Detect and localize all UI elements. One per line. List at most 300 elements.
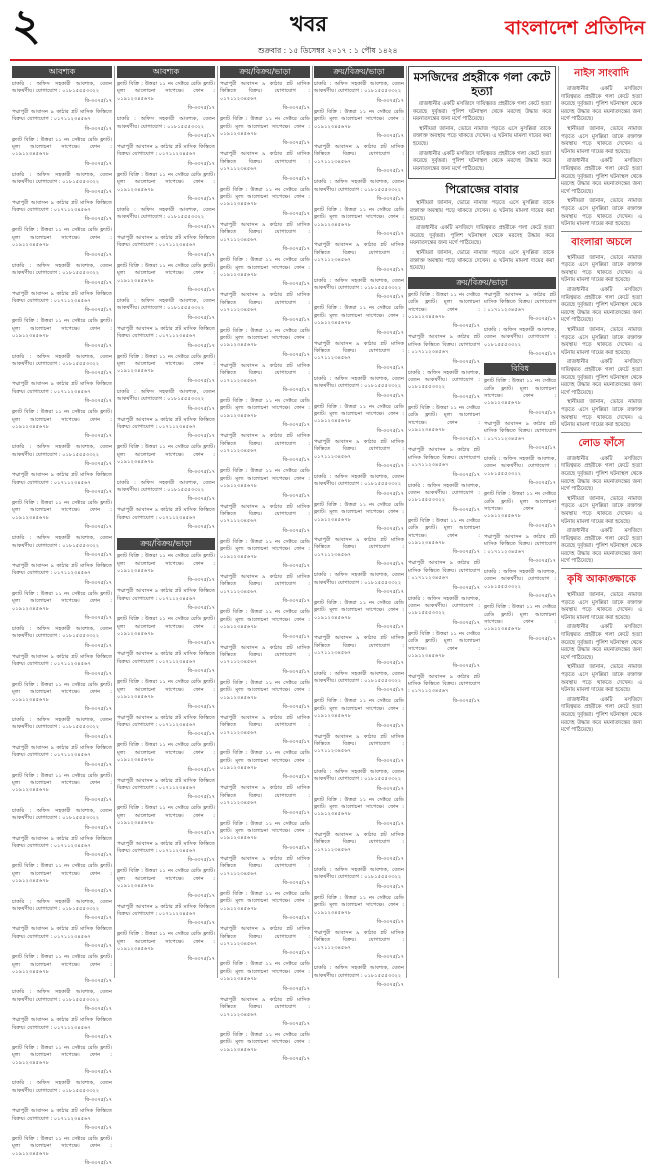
ad-ref: বি-৩৩৭৫/১৭	[282, 281, 310, 288]
ad-item: পদ্মাপুরী আবাসন ৯ কাঠার প্লট মাসিক কিস্তিতে বিক্রয়। যোগাযোগ : ০১৭১১২৩৪৫৬৭	[117, 325, 215, 340]
ad-item: পদ্মাপুরী আবাসন ৯ কাঠার প্লট মাসিক কিস্তিতে বিক্রয়। যোগাযোগ : ০১৭১১২৩৪৫৬৭	[220, 714, 310, 736]
ad-ref: বি-৩৩৭৫/১৭	[282, 1020, 310, 1027]
story-paragraph: রাজধানীর একটি মসজিদে দায়িত্বরত প্রহরীকে গলা কেটে হত্যা করেছে দুর্বৃত্তরা। পুলিশ ঘটনাস্থল থেকে মরদেহ উদ্ধার করে ময়নাতদন্তের জন্য মর্গে পাঠিয়েছে।	[413, 101, 551, 123]
ad-ref: বি-৩৩৭৫/১৭	[84, 342, 112, 349]
ad-ref: বি-৩৩৭৫/১৭	[376, 329, 404, 336]
story-paragraph: রাজধানীর একটি মসজিদে দায়িত্বরত প্রহরীকে গলা কেটে হত্যা করেছে দুর্বৃত্তরা। পুলিশ ঘটনাস্থল থেকে মরদেহ উদ্ধার করে ময়নাতদন্তের জন্য মর্গে পাঠিয়েছে।	[561, 86, 642, 123]
ad-item: ফ্ল্যাট বিক্রি : উত্তরা ১১ নং সেক্টরে রেডি ফ্ল্যাট। মূল্য আলোচনা সাপেক্ষে। ফোন : ০১৯১২৩৪৫৬৭৮	[12, 500, 112, 521]
ad-ref: বি-৩৩৭৫/১৭	[187, 955, 215, 962]
ad-item: চাকরি : অফিস সহকারী আবশ্যক, বেতন আকর্ষণীয়। যোগাযোগ : ০১৮১৫৫৫৩৩২২	[12, 81, 112, 95]
ad-ref: বি-৩৩৭৫/১৭	[84, 1034, 112, 1041]
ad-ref: বি-৩৩৭৫/১৭	[187, 829, 215, 836]
ad-item: ফ্ল্যাট বিক্রি : উত্তরা ১১ নং সেক্টরে রেডি ফ্ল্যাট। মূল্য আলোচনা সাপেক্ষে। ফোন : ০১৯১২৩৪৫৬৭৮	[12, 136, 112, 158]
ad-item: পদ্মাপুরী আবাসন ৯ কাঠার প্লট মাসিক কিস্তিতে বিক্রয়। যোগাযোগ : ০১৭১১২৩৪৫৬৭	[117, 416, 215, 430]
ad-ref: বি-৩৩৭৫/১৭	[282, 422, 310, 429]
ad-ref: বি-৩৩৭৫/১৭	[187, 766, 215, 773]
classifieds-column-3	[220, 66, 310, 1063]
ad-item: চাকরি : অফিস সহকারী আবশ্যক, বেতন আকর্ষণীয়। যোগাযোগ : ০১৮১৫৫৫৩৩২২	[484, 326, 556, 348]
story-headline: মসজিদের প্রহরীকে গলা কেটে হত্যা	[413, 70, 551, 98]
ad-ref: বি-৩৩৭৫/১৭	[452, 471, 480, 478]
ad-item: ফ্ল্যাট বিক্রি : উত্তরা ১১ নং সেক্টরে রেডি ফ্ল্যাট। মূল্য আলোচনা সাপেক্ষে। ফোন : ০১৯১২৩৪৫৬৭৮	[117, 553, 215, 575]
column-heading: বিবিধ	[484, 363, 556, 375]
ad-item: চাকরি : অফিস সহকারী আবশ্যক, বেতন আকর্ষণীয়। যোগাযোগ : ০১৮১৫৫৫৩৩২২	[314, 474, 404, 488]
ad-item: চাকরি : অফিস সহকারী আবশ্যক, বেতন আকর্ষণীয়। যোগাযোগ : ০১৮১৫৫৫৩৩২২	[314, 81, 404, 95]
ad-ref: বি-৩৩৭৫/১৭	[84, 524, 112, 531]
ad-ref: বি-৩৩৭৫/১৭	[376, 589, 404, 596]
ad-item: পদ্মাপুরী আবাসন ৯ কাঠার প্লট মাসিক কিস্তিতে বিক্রয়। যোগাযোগ : ০১৭১১২৩৪৫৬৭	[220, 855, 310, 877]
ad-ref: বি-৩৩৭৫/১৭	[376, 883, 404, 890]
ad-item: চাকরি : অফিস সহকারী আবশ্যক, বেতন আকর্ষণীয়। যোগাযোগ : ০১৮১৫৫৫৩৩২২	[12, 626, 112, 640]
ad-item: পদ্মাপুরী আবাসন ৯ কাঠার প্লট মাসিক কিস্তিতে বিক্রয়। যোগাযোগ : ০১৭১১২৩৪৫৬৭	[117, 588, 215, 602]
ad-item: ফ্ল্যাট বিক্রি : উত্তরা ১১ নং সেক্টরে রেডি ফ্ল্যাট। মূল্য আলোচনা সাপেক্ষে। ফোন : ০১৯১২৩৪৫৬৭৮	[314, 796, 404, 818]
ad-ref: বি-৩৩৭৫/১৭	[452, 662, 480, 669]
ad-item: ফ্ল্যাট বিক্রি : উত্তরা ১১ নং সেক্টরে রেডি ফ্ল্যাট। মূল্য আলোচনা সাপেক্ষে। ফোন : ০১৯১২৩৪৫৬৭৮	[117, 171, 215, 193]
story-paragraph: স্থানীয়রা জানান, ভোরে নামাজ পড়তে এসে মুসল্লিরা তাকে রক্তাক্ত অবস্থায় পড়ে থাকতে দেখেন। এ ঘটনায় মামলা দায়ের করা হয়েছে।	[561, 592, 642, 621]
ad-ref: বি-৩৩৭৫/১৭	[84, 1160, 112, 1167]
ad-ref: বি-৩৩৭৫/১৭	[282, 1056, 310, 1063]
ad-item: পদ্মাপুরী আবাসন ৯ কাঠার প্লট মাসিক কিস্তিতে বিক্রয়। যোগাযোগ : ০১৭১১২৩৪৫৬৭	[220, 362, 310, 384]
ad-ref: বি-৩৩৭৫/১৭	[528, 593, 556, 600]
column-heading: ক্রয়/বিক্রয়/ভাড়া	[408, 277, 556, 289]
ad-item: পদ্মাপুরী আবাসন ৯ কাঠার প্লট মাসিক কিস্তিতে বিক্রয়। যোগাযোগ : ০১৭১১২৩৪৫৬৭	[117, 507, 215, 521]
ad-ref: বি-৩৩৭৫/১৭	[282, 950, 310, 957]
ad-ref: বি-৩৩৭৫/১৭	[187, 251, 215, 258]
ad-item: পদ্মাপুরী আবাসন ৯ কাঠার প্লট মাসিক কিস্তিতে বিক্রয়। যোগাযোগ : ০১৭১১২৩৪৫৬৭	[12, 835, 112, 849]
ad-ref: বি-৩৩৭৫/১৭	[84, 615, 112, 622]
ad-item: ফ্ল্যাট বিক্রি : উত্তরা ১১ নং সেক্টরে রেডি ফ্ল্যাট। মূল্য আলোচনা সাপেক্ষে। ফোন : ০১৯১২৩৪৫৬৭৮	[314, 403, 404, 425]
ad-item: পদ্মাপুরী আবাসন ৯ কাঠার প্লট মাসিক কিস্তিতে বিক্রয়। যোগাযোগ : ০১৭১১২৩৪৫৬৭	[220, 644, 310, 666]
ad-item: পদ্মাপুরী আবাসন ৯ কাঠার প্লট মাসিক কিস্তিতে বিক্রয়। যোগাযোগ : ০১৭১১২৩৪৫৬৭	[314, 733, 404, 755]
ad-item: চাকরি : অফিস সহকারী আবশ্যক, বেতন আকর্ষণীয়। যোগাযোগ : ০১৮১৫৫৫৩৩২২	[12, 989, 112, 1003]
ad-ref: বি-৩৩৭৫/১৭	[282, 351, 310, 358]
ad-item: চাকরি : অফিস সহকারী আবশ্যক, বেতন আকর্ষণীয়। যোগাযোগ : ০১৮১৫৫৫৩৩২২	[12, 535, 112, 549]
ad-item: পদ্মাপুরী আবাসন ৯ কাঠার প্লট মাসিক কিস্তিতে বিক্রয়। যোগাযোগ : ০১৭১১২৩৪৫৬৭	[220, 221, 310, 243]
story-paragraph: রাজধানীর একটি মসজিদে দায়িত্বরত প্রহরীকে গলা কেটে হত্যা করেছে দুর্বৃত্তরা। পুলিশ ঘটনাস্থল থেকে মরদেহ উদ্ধার করে ময়নাতদন্তের জন্য মর্গে পাঠিয়েছে।	[561, 359, 642, 396]
ad-ref: বি-৩৩৭৫/১৭	[376, 722, 404, 729]
divider	[561, 432, 642, 433]
ad-ref: বি-৩৩৭৫/১৭	[376, 757, 404, 764]
ad-ref: বি-৩৩৭৫/১৭	[452, 697, 480, 704]
ad-item: পদ্মাপুরী আবাসন ৯ কাঠার প্লট মাসিক কিস্তিতে বিক্রয়। যোগাযোগ : ০১৭১১২৩৪৫৬৭	[12, 472, 112, 486]
ad-ref: বি-৩৩৭৫/১৭	[187, 342, 215, 349]
ad-item: ফ্ল্যাট বিক্রি : উত্তরা ১১ নং সেক্টরে রেডি ফ্ল্যাট। মূল্য আলোচনা সাপেক্ষে। ফোন : ০১৯১২৩৪৫৬৭৮	[117, 262, 215, 284]
ad-item: ফ্ল্যাট বিক্রি : উত্তরা ১১ নং সেক্টরে রেডি ফ্ল্যাট। মূল্য আলোচনা সাপেক্ষে। ফোন : ০১৯১২৩৪৫৬৭৮	[117, 444, 215, 466]
pirojpur-story	[408, 183, 556, 272]
ad-item: ফ্ল্যাট বিক্রি : উত্তরা ১১ নং সেক্টরে রেডি ফ্ল্যাট। মূল্য আলোচনা সাপেক্ষে। ফোন : ০১৯১২৩৪৫৬৭৮	[220, 961, 310, 983]
ad-ref: বি-৩৩৭৫/১৭	[187, 703, 215, 710]
ad-item: ফ্ল্যাট বিক্রি : উত্তরা ১১ নং সেক্টরে রেডি ফ্ল্যাট। মূল্য আলোচনা সাপেক্ষে। ফোন : ০১৯১২৩৪৫৬৭৮	[12, 681, 112, 703]
ad-item: ফ্ল্যাট বিক্রি : উত্তরা ১১ নং সেক্টরে রেডি ফ্ল্যাট। মূল্য আলোচনা সাপেক্ষে। ফোন : ০১৯১২৩৪৫৬৭৮	[12, 227, 112, 249]
ad-ref: বি-৩৩৭৫/১৭	[452, 549, 480, 556]
ad-item: ফ্ল্যাট বিক্রি : উত্তরা ১১ নং সেক্টরে রেডি ফ্ল্যাট। মূল্য আলোচনা সাপেক্ষে। ফোন : ০১৯১২৩৪৫৬৭৮	[314, 698, 404, 720]
ad-ref: বি-৩৩৭৫/১৭	[528, 444, 556, 451]
ad-item: পদ্মাপুরী আবাসন ৯ কাঠার প্লট মাসিক কিস্তিতে বিক্রয়। যোগাযোগ : ০১৭১১২৩৪৫৬৭	[117, 144, 215, 158]
ad-item: পদ্মাপুরী আবাসন ৯ কাঠার প্লট মাসিক কিস্তিতে বিক্রয়। যোগাযোগ : ০১৭১১২৩৪৫৬৭	[12, 290, 112, 304]
ad-item: পদ্মাপুরী আবাসন ৯ কাঠার প্লট মাসিক কিস্তিতে বিক্রয়। যোগাযোগ : ০১৭১১২৩৪৫৬৭	[117, 903, 215, 917]
ad-ref: বি-৩৩৭৫/১৭	[84, 216, 112, 223]
ad-item: চাকরি : অফিস সহকারী আবশ্যক, বেতন আকর্ষণীয়। যোগাযোগ : ০১৮১৫৫৫৩৩২২	[314, 179, 404, 193]
ad-ref: বি-৩৩৭৫/১৭	[376, 294, 404, 301]
ad-item: ফ্ল্যাট বিক্রি : উত্তরা ১১ নং সেক্টরে রেডি ফ্ল্যাট। মূল্য আলোচনা সাপেক্ষে। ফোন : ০১৯১২৩৪৫৬৭৮	[220, 468, 310, 490]
ad-ref: বি-৩৩৭৫/১৭	[84, 1006, 112, 1013]
masthead	[0, 0, 650, 62]
ad-item: পদ্মাপুরী আবাসন ৯ কাঠার প্লট মাসিক কিস্তিতে বিক্রয়। যোগাযোগ : ০১৭১১২৩৪৫৬৭	[408, 447, 480, 469]
ad-item: পদ্মাপুরী আবাসন ৯ কাঠার প্লট মাসিক কিস্তিতে বিক্রয়। যোগাযোগ : ০১৭১১২৩৪৫৬৭	[408, 560, 480, 582]
ad-ref: বি-৩৩৭৫/১৭	[282, 880, 310, 887]
ad-item: পদ্মাপুরী আবাসন ৯ কাঠার প্লট মাসিক কিস্তিতে বিক্রয়। যোগাযোগ : ০১৭১১২৩৪৫৬৭	[220, 996, 310, 1018]
ad-ref: বি-৩৩৭৫/১৭	[376, 231, 404, 238]
ad-item: ফ্ল্যাট বিক্রি : উত্তরা ১১ নং সেক্টরে রেডি ফ্ল্যাট। মূল্য আলোচনা সাপেক্ষে। ফোন : ০১৯১২৩৪৫৬৭৮	[12, 409, 112, 430]
ad-item: ফ্ল্যাট বিক্রি : উত্তরা ১১ নং সেক্টরে রেডি ফ্ল্যাট। মূল্য আলোচনা সাপেক্ষে। ফোন : ০১৯১২৩৪৫৬৭৮	[12, 1045, 112, 1066]
ad-item: পদ্মাপুরী আবাসন ৯ কাঠার প্লট মাসিক কিস্তিতে বিক্রয়। যোগাযোগ : ০১৭১১২৩৪৫৬৭	[12, 744, 112, 759]
ad-item: চাকরি : অফিস সহকারী আবশ্যক, বেতন আকর্ষণীয়। যোগাযোগ : ০১৮১৫৫৫৩৩২২	[314, 572, 404, 586]
ad-ref: বি-৩৩৭৫/১৭	[282, 246, 310, 253]
story-paragraph: স্থানীয়রা জানান, ভোরে নামাজ পড়তে এসে মুসল্লিরা তাকে রক্তাক্ত অবস্থায় পড়ে থাকতে দেখেন। এ ঘটনায় মামলা দায়ের করা হয়েছে।	[561, 327, 642, 356]
ad-ref: বি-৩৩৭৫/১৭	[282, 492, 310, 499]
ad-item: ফ্ল্যাট বিক্রি : উত্তরা ১১ নং সেক্টরে রেডি ফ্ল্যাট। মূল্য আলোচনা সাপেক্ষে। ফোন : ০১৯১২৩৪৫৬৭৮	[12, 590, 112, 612]
ad-ref: বি-৩৩৭৫/১৭	[187, 433, 215, 440]
ad-item: চাকরি : অফিস সহকারী আবশ্যক, বেতন আকর্ষণীয়। যোগাযোগ : ০১৮১৫৫৫৩৩২২	[314, 375, 404, 390]
ad-item: পদ্মাপুরী আবাসন ৯ কাঠার প্লট মাসিক কিস্তিতে বিক্রয়। যোগাযোগ : ০১৭১১২৩৪৫৬৭	[314, 438, 404, 460]
ad-item: ফ্ল্যাট বিক্রি : উত্তরা ১১ নং সেক্টরে রেডি ফ্ল্যাট। মূল্য আলোচনা সাপেক্ষে। ফোন : ০১৯১২৩৪৫৬৭৮	[117, 679, 215, 701]
ad-ref: বি-৩৩৭৫/১৭	[187, 377, 215, 384]
ad-item: পদ্মাপুরী আবাসন ৯ কাঠার প্লট মাসিক কিস্তিতে বিক্রয়। যোগাযোগ : ০১৭১১২৩৪৫৬৭	[12, 1017, 112, 1031]
ad-item: পদ্মাপুরী আবাসন ৯ কাঠার প্লট মাসিক কিস্তিতে বিক্রয়। যোগাযোগ : ০১৭১১২৩৪৫৬৭	[220, 503, 310, 525]
ad-ref: বি-৩৩৭৫/১৭	[84, 670, 112, 677]
ad-ref: বি-৩৩৭৫/১৭	[282, 140, 310, 147]
ad-ref: বি-৩৩৭৫/১৭	[84, 251, 112, 258]
story-paragraph: স্থানীয়রা জানান, ভোরে নামাজ পড়তে এসে মুসল্লিরা তাকে রক্তাক্ত অবস্থায় পড়ে থাকতে দেখেন। এ ঘটনায় মামলা দায়ের করা হয়েছে।	[561, 495, 642, 525]
ad-ref: বি-৩৩৭৫/১৭	[528, 315, 556, 322]
ad-item: পদ্মাপুরী আবাসন ৯ কাঠার প্লট মাসিক কিস্তিতে বিক্রয়। যোগাযোগ : ০১৭১১২৩৪৫৬৭	[12, 653, 112, 668]
news-column-right	[561, 66, 642, 978]
story-paragraph: রাজধানীর একটি মসজিদে দায়িত্বরত প্রহরীকে গলা কেটে হত্যা করেছে দুর্বৃত্তরা। পুলিশ ঘটনাস্থল থেকে মরদেহ উদ্ধার করে ময়নাতদন্তের জন্য মর্গে পাঠিয়েছে।	[561, 158, 642, 195]
ad-item: ফ্ল্যাট বিক্রি : উত্তরা ১১ নং সেক্টরে রেডি ফ্ল্যাট। মূল্য আলোচনা সাপেক্ষে। ফোন : ০১৯১২৩৪৫৬৭৮	[314, 108, 404, 130]
story-headline: পিরোজের বাবার	[445, 183, 519, 197]
ad-ref: বি-৩৩৭৫/১৭	[452, 393, 480, 400]
ad-ref: বি-৩৩৭৫/১৭	[376, 954, 404, 961]
news-column-5	[408, 66, 556, 978]
ad-ref: বি-৩৩৭৫/১৭	[282, 668, 310, 675]
ad-item: পদ্মাপুরী আবাসন ৯ কাঠার প্লট মাসিক কিস্তিতে বিক্রয়। যোগাযোগ : ০১৭১১২৩৪৫৬৭	[408, 673, 480, 695]
column-heading: আবশ্যক	[12, 66, 112, 78]
ad-ref: বি-৩৩৭৫/১৭	[376, 266, 404, 273]
ad-item: ফ্ল্যাট বিক্রি : উত্তরা ১১ নং সেক্টরে রেডি ফ্ল্যাট। মূল্য আলোচনা সাপেক্ষে। ফোন : ০১৯১২৩৪৫৬৭৮	[220, 397, 310, 419]
ad-subcolumn	[408, 292, 480, 709]
ad-ref: বি-৩৩৭৫/১৭	[376, 133, 404, 140]
ad-ref: বি-৩৩৭৫/১৭	[452, 584, 480, 591]
ad-ref: বি-৩৩৭৫/১৭	[376, 364, 404, 371]
ad-item: ফ্ল্যাট বিক্রি : উত্তরা ১১ নং সেক্টরে রেডি ফ্ল্যাট। মূল্য আলোচনা সাপেক্ষে। ফোন : ০১৯১২৩৪৫৬৭৮	[220, 116, 310, 138]
ad-item: ফ্ল্যাট বিক্রি : উত্তরা ১১ নং সেক্টরে রেডি ফ্ল্যাট। মূল্য আলোচনা সাপেক্ষে। ফোন : ০১৯১২৩৪৫৬৭৮	[314, 501, 404, 523]
ad-item: পদ্মাপুরী আবাসন ৯ কাঠার প্লট মাসিক কিস্তিতে বিক্রয়। যোগাযোগ : ০১৭১১২৩৪৫৬৭	[220, 433, 310, 454]
ad-ref: বি-৩৩৭৫/১৭	[187, 857, 215, 864]
ad-item: পদ্মাপুরী আবাসন ৯ কাঠার প্লট মাসিক কিস্তিতে বিক্রয়। যোগাযোগ : ০১৭১১২৩৪৫৬৭	[314, 340, 404, 362]
ad-ref: বি-৩৩৭৫/১৭	[528, 480, 556, 487]
ad-ref: বি-৩৩৭৫/১৭	[282, 105, 310, 112]
ad-ref: বি-৩৩৭৫/১৭	[84, 915, 112, 922]
ad-item: ফ্ল্যাট বিক্রি : উত্তরা ১১ নং সেক্টরে রেডি ফ্ল্যাট। মূল্য আলোচনা সাপেক্ষে। ফোন : ০১৯১২৩৪৫৬৭৮	[12, 772, 112, 794]
story-paragraph: স্থানীয়রা জানান, ভোরে নামাজ পড়তে এসে মুসল্লিরা তাকে রক্তাক্ত অবস্থায় পড়ে থাকতে দেখেন। এ ঘটনায় মামলা দায়ের করা হয়েছে।	[561, 198, 642, 228]
ad-item: পদ্মাপুরী আবাসন ৯ কাঠার প্লট মাসিক কিস্তিতে বিক্রয়। যোগাযোগ : ০১৭১১২৩৪৫৬৭	[117, 840, 215, 854]
classifieds-column-2	[117, 66, 215, 978]
ad-item: পদ্মাপুরী আবাসন ৯ কাঠার প্লট মাসিক কিস্তিতে বিক্রয়। যোগাযোগ : ০১৭১১২৩৪৫৬৭	[484, 533, 556, 555]
ad-ref: বি-৩৩৭৫/১৭	[452, 358, 480, 365]
ad-item: চাকরি : অফিস সহকারী আবশ্যক, বেতন আকর্ষণীয়। যোগাযোগ : ০১৮১৫৫৫৩৩২২	[484, 455, 556, 477]
ad-item: পদ্মাপুরী আবাসন ৯ কাঠার প্লট মাসিক কিস্তিতে বিক্রয়। যোগাযোগ : ০১৭১১২৩৪৫৬৭	[12, 1108, 112, 1122]
ad-item: চাকরি : অফিস সহকারী আবশ্যক, বেতন আকর্ষণীয়। যোগাযোগ : ০১৮১৫৫৫৩৩২২	[12, 353, 112, 367]
ad-item: ফ্ল্যাট বিক্রি : উত্তরা ১১ নং সেক্টরে রেডি ফ্ল্যাট। মূল্য আলোচনা সাপেক্ষে। ফোন : ০১৯১২৩৪৫৬৭৮	[220, 327, 310, 349]
ad-ref: বি-৩৩৭৫/১৭	[282, 175, 310, 182]
ad-item: ফ্ল্যাট বিক্রি : উত্তরা ১১ নং সেক্টরে রেডি ফ্ল্যাট। মূল্য আলোচনা সাপেক্ষে। ফোন : ০১৯১২৩৪৫৬৭৮	[12, 1135, 112, 1157]
ad-item: চাকরি : অফিস সহকারী আবশ্যক, বেতন আকর্ষণীয়। যোগাযোগ : ০১৮১৫৫৫৩৩২২	[484, 569, 556, 590]
ad-subcolumn	[484, 292, 556, 709]
ad-item: পদ্মাপুরী আবাসন ৯ কাঠার প্লট মাসিক কিস্তিতে বিক্রয়। যোগাযোগ : ০১৭১১২৩৪৫৬৭	[117, 777, 215, 791]
ad-ref: বি-৩৩৭৫/১৭	[84, 796, 112, 803]
ad-ref: বি-৩৩৭৫/১৭	[84, 461, 112, 468]
ad-item: পদ্মাপুরী আবাসন ৯ কাঠার প্লট মাসিক কিস্তিতে বিক্রয়। যোগাযোগ : ০১৭১১২৩৪৫৬৭	[117, 234, 215, 249]
ad-item: পদ্মাপুরী আবাসন ৯ কাঠার প্লট মাসিক কিস্তিতে বিক্রয়। যোগাযোগ : ০১৭১১২৩৪৫৬৭	[12, 926, 112, 940]
ad-item: ফ্ল্যাট বিক্রি : উত্তরা ১১ নং সেক্টরে রেডি ফ্ল্যাট। মূল্য আলোচনা সাপেক্ষে। ফোন : ০১৯১২৩৪৫৬৭৮	[484, 378, 556, 407]
ad-ref: বি-৩৩৭৫/১৭	[528, 635, 556, 642]
ad-item: ফ্ল্যাট বিক্রি : উত্তরা ১১ নং সেক্টরে রেডি ফ্ল্যাট। মূল্য আলোচনা সাপেক্ষে। ফোন : ০১৯১২৩৪৫৬৭৮	[484, 491, 556, 520]
dateline: শুক্রবার : ১৫ ডিসেম্বর ২০১৭ : ১ পৌষ ১৪২৪	[258, 46, 398, 55]
ad-ref: বি-৩৩৭৫/১৭	[376, 168, 404, 175]
ad-ref: বি-৩৩৭৫/১৭	[282, 915, 310, 922]
ad-item: পদ্মাপুরী আবাসন ৯ কাঠার প্লট মাসিক কিস্তিতে বিক্রয়। যোগাযোগ : ০১৭১১২৩৪৫৬৭	[12, 199, 112, 214]
ad-ref: বি-৩৩৭৫/১৭	[187, 223, 215, 230]
column-heading: ক্রয়/বিক্রয়/ভাড়া	[314, 66, 404, 78]
ad-item: ফ্ল্যাট বিক্রি : উত্তরা ১১ নং সেক্টরে রেডি ফ্ল্যাট। মূল্য আলোচনা সাপেক্ষে। ফোন : ০১৯১২৩৪৫৬৭৮	[220, 609, 310, 631]
ad-ref: বি-৩৩৭৫/১৭	[282, 985, 310, 992]
ad-ref: বি-৩৩৭৫/১৭	[187, 920, 215, 927]
ad-ref: বি-৩৩৭৫/১৭	[282, 210, 310, 217]
ad-item: ফ্ল্যাট বিক্রি : উত্তরা ১১ নং সেক্টরে রেডি ফ্ল্যাট। মূল্য আলোচনা সাপেক্ষে। ফোন : ০১৯১২৩৪৫৬৭৮	[220, 679, 310, 701]
column-divider	[114, 66, 115, 978]
ad-ref: বি-৩৩৭৫/১৭	[376, 196, 404, 203]
ad-item: চাকরি : অফিস সহকারী আবশ্যক, বেতন আকর্ষণীয়। যোগাযোগ : ০১৮১৫৫৫৩৩২২	[408, 369, 480, 391]
ad-item: চাকরি : অফিস সহকারী আবশ্যক, বেতন আকর্ষণীয়। যোগাযোগ : ০১৮১৫৫৫৩৩২২	[12, 807, 112, 822]
story-paragraph: স্থানীয়রা জানান, ভোরে নামাজ পড়তে এসে মুসল্লিরা তাকে রক্তাক্ত অবস্থায় পড়ে থাকতে দেখেন। এ ঘটনায় মামলা দায়ের করা হয়েছে।	[561, 254, 642, 284]
classifieds-column-1	[12, 66, 112, 1167]
ad-item: চাকরি : অফিস সহকারী আবশ্যক, বেতন আকর্ষণীয়। যোগাযোগ : ০১৮১৫৫৫৩৩২২	[314, 670, 404, 684]
ad-ref: বি-৩৩৭৫/১৭	[84, 824, 112, 831]
ad-ref: বি-৩৩৭৫/১৭	[84, 160, 112, 167]
ad-ref: বি-৩৩৭৫/১৭	[187, 794, 215, 801]
ad-ref: বি-৩৩৭৫/১৭	[282, 809, 310, 816]
ad-item: ফ্ল্যাট বিক্রি : উত্তরা ১১ নং সেক্টরে রেডি ফ্ল্যাট। মূল্য আলোচনা সাপেক্ষে। ফোন : ০১৯১২৩৪৫৬৭৮	[117, 616, 215, 638]
story-paragraph: রাজধানীর একটি মসজিদে দায়িত্বরত প্রহরীকে গলা কেটে হত্যা করেছে দুর্বৃত্তরা। পুলিশ ঘটনাস্থল থেকে মরদেহ উদ্ধার করে ময়নাতদন্তের জন্য মর্গে পাঠিয়েছে।	[561, 624, 642, 661]
ad-item: চাকরি : অফিস সহকারী আবশ্যক, বেতন আকর্ষণীয়। যোগাযোগ : ০১৮১৫৫৫৩৩২২	[117, 388, 215, 403]
ad-ref: বি-৩৩৭৫/১৭	[187, 668, 215, 675]
ad-item: ফ্ল্যাট বিক্রি : উত্তরা ১১ নং সেক্টরে রেডি ফ্ল্যাট। মূল্য আলোচনা সাপেক্ষে। ফোন : ০১৯১২৩৪৫৬৭৮	[220, 186, 310, 208]
ad-item: ফ্ল্যাট বিক্রি : উত্তরা ১১ নং সেক্টরে রেডি ফ্ল্যাট। মূল্য আলোচনা সাপেক্ষে। ফোন : ০১৯১২৩৪৫৬৭৮	[408, 517, 480, 547]
ad-ref: বি-৩৩৭৫/১৭	[187, 468, 215, 475]
ad-ref: বি-৩৩৭৫/১৭	[282, 739, 310, 746]
ad-item: পদ্মাপুরী আবাসন ৯ কাঠার প্লট মাসিক কিস্তিতে বিক্রয়। যোগাযোগ : ০১৭১১২৩৪৫৬৭	[314, 930, 404, 951]
ad-item: পদ্মাপুরী আবাসন ৯ কাঠার প্লট মাসিক কিস্তিতে বিক্রয়। যোগাযোগ : ০১৭১১২৩৪৫৬৭	[117, 714, 215, 728]
column-divider	[406, 66, 407, 978]
ad-item: চাকরি : অফিস সহকারী আবশ্যক, বেতন আকর্ষণীয়। যোগাযোগ : ০১৮১৫৫৫৩৩২২	[12, 262, 112, 277]
ad-item: ফ্ল্যাট বিক্রি : উত্তরা ১১ নং সেক্টরে রেডি ফ্ল্যাট। মূল্য আলোচনা সাপেক্ষে। ফোন : ০১৯১২৩৪৫৬৭৮	[408, 630, 480, 660]
ad-ref: বি-৩৩৭৫/১৭	[282, 457, 310, 464]
ad-ref: বি-৩৩৭৫/১৭	[187, 640, 215, 647]
ad-ref: বি-৩৩৭৫/১৭	[376, 490, 404, 497]
column-divider	[312, 66, 313, 978]
story-headline: কৃষি আকাঙ্ক্ষাকে	[567, 574, 636, 586]
ad-ref: বি-৩৩৭৫/১৭	[376, 392, 404, 399]
ad-item: ফ্ল্যাট বিক্রি : উত্তরা ১১ নং সেক্টরে রেডি ফ্ল্যাট। মূল্য আলোচনা সাপেক্ষে। ফোন : ০১৯১২৩৪৫৬৭৮	[220, 891, 310, 912]
ad-ref: বি-৩৩৭৫/১৭	[376, 687, 404, 694]
ad-ref: বি-৩৩৭৫/১৭	[84, 1069, 112, 1076]
ad-ref: বি-৩৩৭৫/১৭	[84, 398, 112, 405]
ad-item: পদ্মাপুরী আবাসন ৯ কাঠার প্লট মাসিক কিস্তিতে বিক্রয়। যোগাযোগ : ০১৭১১২৩৪৫৬৭	[314, 144, 404, 165]
ad-ref: বি-৩৩৭৫/১৭	[84, 1097, 112, 1104]
ad-ref: বি-৩৩৭৫/১৭	[84, 852, 112, 859]
ad-ref: বি-৩৩৭৫/১৭	[282, 386, 310, 393]
ad-ref: বি-৩৩৭৫/১৭	[282, 527, 310, 534]
story-paragraph: রাজধানীর একটি মসজিদে দায়িত্বরত প্রহরীকে গলা কেটে হত্যা করেছে দুর্বৃত্তরা। পুলিশ ঘটনাস্থল থেকে মরদেহ উদ্ধার করে ময়নাতদন্তের জন্য মর্গে পাঠিয়েছে।	[561, 455, 642, 493]
ad-ref: বি-৩৩৭৫/১৭	[187, 405, 215, 412]
ad-item: চাকরি : অফিস সহকারী আবশ্যক, বেতন আকর্ষণীয়। যোগাযোগ : ০১৮১৫৫৫৩৩২২	[12, 1080, 112, 1094]
ad-item: চাকরি : অফিস সহকারী আবশ্যক, বেতন আকর্ষণীয়। যোগাযোগ : ০১৮১৫৫৫৩৩২২	[314, 965, 404, 979]
ad-item: ফ্ল্যাট বিক্রি : উত্তরা ১১ নং সেক্টরে রেডি ফ্ল্যাট। মূল্য আলোচনা সাপেক্ষে। ফোন : ০১৯১২৩৪৫৬৭৮	[12, 954, 112, 976]
ad-ref: বি-৩৩৭৫/১৭	[187, 196, 215, 203]
story-headline: লোড ফাঁসে	[578, 437, 625, 449]
ad-ref: বি-৩৩৭৫/১৭	[376, 427, 404, 434]
ad-item: পদ্মাপুরী আবাসন ৯ কাঠার প্লট মাসিক কিস্তিতে বিক্রয়। যোগাযোগ : ০১৭১১২৩৪৫৬৭	[220, 151, 310, 173]
divider	[561, 231, 642, 232]
ad-ref: বি-৩৩৭৫/১৭	[187, 286, 215, 293]
ad-ref: বি-৩৩৭৫/১৭	[187, 892, 215, 899]
ad-item: পদ্মাপুরী আবাসন ৯ কাঠার প্লট মাসিক কিস্তিতে বিক্রয়। যোগাযোগ : ০১৭১১২৩৪৫৬৭	[117, 651, 215, 665]
column-divider	[558, 66, 559, 978]
ad-ref: বি-৩৩৭৫/১৭	[84, 642, 112, 649]
ad-item: ফ্ল্যাট বিক্রি : উত্তরা ১১ নং সেক্টরে রেডি ফ্ল্যাট। মূল্য আলোচনা সাপেক্ষে। ফোন : ০১৯১২৩৪৫৬৭৮	[220, 820, 310, 842]
story-paragraph: স্থানীয়রা জানান, ভোরে নামাজ পড়তে এসে মুসল্লিরা তাকে রক্তাক্ত অবস্থায় পড়ে থাকতে দেখেন। এ ঘটনায় মামলা দায়ের করা হয়েছে।	[410, 200, 554, 222]
story-paragraph: স্থানীয়রা জানান, ভোরে নামাজ পড়তে এসে মুসল্লিরা তাকে রক্তাক্ত অবস্থায় পড়ে থাকতে দেখেন। এ ঘটনায় মামলা দায়ের করা হয়েছে।	[561, 664, 642, 694]
ad-ref: বি-৩৩৭৫/১৭	[528, 351, 556, 358]
ad-item: ফ্ল্যাট বিক্রি : উত্তরা ১১ নং সেক্টরে রেডি ফ্ল্যাট। মূল্য আলোচনা সাপেক্ষে। ফোন : ০১৯১২৩৪৫৬৭৮	[117, 805, 215, 827]
ad-item: পদ্মাপুরী আবাসন ৯ কাঠার প্লট মাসিক কিস্তিতে বিক্রয়। যোগাযোগ : ০১৭১১২৩৪৫৬৭	[314, 242, 404, 264]
ad-ref: বি-৩৩৭৫/১৭	[187, 105, 215, 112]
ad-item: পদ্মাপুরী আবাসন ৯ কাঠার প্লট মাসিক কিস্তিতে বিক্রয়। যোগাযোগ : ০১৭১১২৩৪৫৬৭	[220, 926, 310, 948]
section-title: খবর	[290, 11, 328, 36]
ad-item: পদ্মাপুরী আবাসন ৯ কাঠার প্লট মাসিক কিস্তিতে বিক্রয়। যোগাযোগ : ০১৭১১২৩৪৫৬৭	[314, 635, 404, 657]
ad-item: চাকরি : অফিস সহকারী আবশ্যক, বেতন আকর্ষণীয়। যোগাযোগ : ০১৮১৫৫৫৩৩২২	[117, 297, 215, 312]
story-paragraph: রাজধানীর একটি মসজিদে দায়িত্বরত প্রহরীকে গলা কেটে হত্যা করেছে দুর্বৃত্তরা। পুলিশ ঘটনাস্থল থেকে মরদেহ উদ্ধার করে ময়নাতদন্তের জন্য মর্গে পাঠিয়েছে।	[561, 528, 642, 565]
ad-ref: বি-৩৩৭৫/১৭	[84, 279, 112, 286]
ad-ref: বি-৩৩৭৫/১৭	[187, 731, 215, 738]
ad-item: পদ্মাপুরী আবাসন ৯ কাঠার প্লট মাসিক কিস্তিতে বিক্রয়। যোগাযোগ : ০১৭১১২৩৪৫৬৭	[220, 574, 310, 595]
ad-ref: বি-৩৩৭৫/১৭	[376, 624, 404, 631]
ad-item: পদ্মাপুরী আবাসন ৯ কাঠার প্লট মাসিক কিস্তিতে বিক্রয়। যোগাযোগ : ০১৭১১২৩৪৫৬৭	[408, 334, 480, 356]
ad-ref: বি-৩৩৭৫/১৭	[187, 605, 215, 612]
ad-item: ফ্ল্যাট বিক্রি : উত্তরা ১১ নং সেক্টরে রেডি ফ্ল্যাট। মূল্য আলোচনা সাপেক্ষে। ফোন : ০১৯১২৩৪৫৬৭৮	[314, 600, 404, 621]
column-divider	[217, 66, 218, 978]
ad-ref: বি-৩৩৭৫/১৭	[452, 436, 480, 443]
ad-ref: বি-৩৩৭৫/১৭	[84, 552, 112, 559]
ad-item: পদ্মাপুরী আবাসন ৯ কাঠার প্লট মাসিক কিস্তিতে বিক্রয়। যোগাযোগ : ০১৭১১২৩৪৫৬৭	[314, 537, 404, 558]
column-heading: ক্রয়/বিক্রয়/ভাড়া	[117, 538, 215, 550]
divider	[561, 568, 642, 569]
ad-item: চাকরি : অফিস সহকারী আবশ্যক, বেতন আকর্ষণীয়। যোগাযোগ : ০১৮১৫৫৫৩৩২২	[12, 716, 112, 731]
ad-ref: বি-৩৩৭৫/১৭	[84, 705, 112, 712]
ad-ref: বি-৩৩৭৫/১৭	[84, 188, 112, 195]
story-paragraph: রাজধানীর একটি মসজিদে দায়িত্বরত প্রহরীকে গলা কেটে হত্যা করেছে দুর্বৃত্তরা। পুলিশ ঘটনাস্থল থেকে মরদেহ উদ্ধার করে ময়নাতদন্তের জন্য মর্গে পাঠিয়েছে।	[561, 696, 642, 734]
ad-item: ফ্ল্যাট বিক্রি : উত্তরা ১১ নং সেক্টরে রেডি ফ্ল্যাট। মূল্য আলোচনা সাপেক্ষে। ফোন : ০১৯১২৩৪৫৬৭৮	[314, 894, 404, 916]
ad-item: চাকরি : অফিস সহকারী আবশ্যক, বেতন আকর্ষণীয়। যোগাযোগ : ০১৮১৫৫৫৩৩২২	[408, 482, 480, 504]
ad-ref: বি-৩৩৭৫/১৭	[376, 97, 404, 104]
ad-item: ফ্ল্যাট বিক্রি : উত্তরা ১১ নং সেক্টরে রেডি ফ্ল্যাট। মূল্য আলোচনা সাপেক্ষে। ফোন : ০১৯১২৩৪৫৬৭৮	[484, 604, 556, 633]
page-number: ২	[12, 0, 41, 51]
ad-item: পদ্মাপুরী আবাসন ৯ কাঠার প্লট মাসিক কিস্তিতে বিক্রয়। যোগাযোগ : ০১৭১১২৩৪৫৬৭	[484, 420, 556, 442]
ad-ref: বি-৩৩৭৫/১৭	[84, 370, 112, 377]
ad-ref: বি-৩৩৭৫/১৭	[84, 887, 112, 894]
ad-ref: বি-৩৩৭৫/১৭	[84, 489, 112, 495]
ad-item: চাকরি : অফিস সহকারী আবশ্যক, বেতন আকর্ষণীয়। যোগাযোগ : ০১৮১৫৫৫৩৩২২	[314, 867, 404, 881]
ad-item: ফ্ল্যাট বিক্রি : উত্তরা ১১ নং সেক্টরে রেডি ফ্ল্যাট। মূল্য আলোচনা সাপেক্ষে। ফোন : ০১৯১২৩৪৫৬৭৮	[117, 931, 215, 953]
ad-item: ফ্ল্যাট বিক্রি : উত্তরা ১১ নং সেক্টরে রেডি ফ্ল্যাট। মূল্য আলোচনা সাপেক্ষে। ফোন : ০১৯১২৩৪৫৬৭৮	[220, 538, 310, 560]
ad-ref: বি-৩৩৭৫/১৭	[376, 982, 404, 989]
ad-item: ফ্ল্যাট বিক্রি : উত্তরা ১১ নং সেক্টরে রেডি ফ্ল্যাট। মূল্য আলোচনা সাপেক্ষে। ফোন : ০১৯১২৩৪৫৬৭৮	[408, 291, 480, 320]
story-paragraph: স্থানীয়রা জানান, ভোরে নামাজ পড়তে এসে মুসল্লিরা তাকে রক্তাক্ত অবস্থায় পড়ে থাকতে দেখেন। এ ঘটনায় মামলা দায়ের করা হয়েছে।	[561, 125, 642, 155]
ad-ref: বি-৩৩৭৫/১৭	[376, 820, 404, 827]
ad-item: চাকরি : অফিস সহকারী আবশ্যক, বেতন আকর্ষণীয়। যোগাযোগ : ০১৮১৫৫৫৩৩২২	[12, 898, 112, 912]
ad-ref: বি-৩৩৭৫/১৭	[282, 633, 310, 640]
ad-ref: বি-৩৩৭৫/১৭	[84, 943, 112, 950]
ad-item: ফ্ল্যাট বিক্রি : উত্তরা ১১ নং সেক্টরে রেডি ফ্ল্যাট। মূল্য আলোচনা সাপেক্ষে। ফোন : ০১৯১২৩৪৫৬৭৮	[314, 305, 404, 327]
ad-item: পদ্মাপুরী আবাসন ৯ কাঠার প্লট মাসিক কিস্তিতে বিক্রয়। যোগাযোগ : ০১৭১১২৩৪৫৬৭	[220, 785, 310, 807]
two-col-ads	[408, 292, 556, 709]
ad-item: পদ্মাপুরী আবাসন ৯ কাঠার প্লট মাসিক কিস্তিতে বিক্রয়। যোগাযোগ : ০১৭১১২৩৪৫৬৭	[220, 292, 310, 314]
ad-item: পদ্মাপুরী আবাসন ৯ কাঠার প্লট মাসিক কিস্তিতে বিক্রয়। যোগাযোগ : ০১৭১১২৩৪৫৬৭	[12, 563, 112, 577]
ad-ref: বি-৩৩৭৫/১৭	[187, 314, 215, 321]
story-paragraph: রাজধানীর একটি মসজিদে দায়িত্বরত প্রহরীকে গলা কেটে হত্যা করেছে দুর্বৃত্তরা। পুলিশ ঘটনাস্থল থেকে মরদেহ উদ্ধার করে ময়নাতদন্তের জন্য মর্গে পাঠিয়েছে।	[561, 287, 642, 324]
ad-item: ফ্ল্যাট বিক্রি : উত্তরা ১১ নং সেক্টরে রেডি ফ্ল্যাট। মূল্য আলোচনা সাপেক্ষে। ফোন : ০১৯১২৩৪৫৬৭৮	[117, 868, 215, 890]
column-heading: ক্রয়/বিক্রয়/ভাড়া	[220, 66, 310, 78]
ad-ref: বি-৩৩৭৫/১৭	[84, 579, 112, 586]
ad-item: চাকরি : অফিস সহকারী আবশ্যক, বেতন আকর্ষণীয়। যোগাযোগ : ০১৮১৫৫৫৩৩২২	[12, 171, 112, 186]
ad-ref: বি-৩৩৭৫/১৭	[528, 409, 556, 416]
classifieds-column-4	[314, 66, 404, 989]
mosque-story	[408, 66, 556, 179]
ad-ref: বি-৩৩৭৫/১৭	[528, 522, 556, 529]
ad-ref: বি-৩৩৭৫/১৭	[452, 323, 480, 330]
column-heading: আবশ্যক	[117, 66, 215, 78]
ad-ref: বি-৩৩৭৫/১৭	[452, 619, 480, 626]
ad-ref: বি-৩৩৭৫/১৭	[84, 433, 112, 440]
ad-ref: বি-৩৩৭৫/১৭	[376, 919, 404, 926]
newspaper-logo: বাংলাদেশ প্রতিদিন	[505, 17, 646, 39]
ad-ref: বি-৩৩৭৫/১৭	[282, 844, 310, 851]
ad-ref: বি-৩৩৭৫/১৭	[84, 125, 112, 132]
ad-ref: বি-৩৩৭৫/১৭	[84, 733, 112, 740]
ad-ref: বি-৩৩৭৫/১৭	[187, 577, 215, 584]
ad-item: ফ্ল্যাট বিক্রি : উত্তরা ১১ নং সেক্টরে রেডি ফ্ল্যাট। মূল্য আলোচনা সাপেক্ষে। ফোন : ০১৯১২৩৪৫৬৭৮	[117, 81, 215, 102]
ad-item: পদ্মাপুরী আবাসন ৯ কাঠার প্লট মাসিক কিস্তিতে বিক্রয়। যোগাযোগ : ০১৭১১২৩৪৫৬৭	[12, 381, 112, 395]
ad-ref: বি-৩৩৭৫/১৭	[84, 1124, 112, 1131]
ad-item: ফ্ল্যাট বিক্রি : উত্তরা ১১ নং সেক্টরে রেডি ফ্ল্যাট। মূল্য আলোচনা সাপেক্ষে। ফোন : ০১৯১২৩৪৫৬৭৮	[220, 257, 310, 278]
ad-item: ফ্ল্যাট বিক্রি : উত্তরা ১১ নং সেক্টরে রেডি ফ্ল্যাট। মূল্য আলোচনা সাপেক্ষে। ফোন : ০১৯১২৩৪৫৬৭৮	[314, 207, 404, 228]
ad-ref: বি-৩৩৭৫/১৭	[282, 703, 310, 710]
header-rule	[10, 59, 642, 61]
ad-item: চাকরি : অফিস সহকারী আবশ্যক, বেতন আকর্ষণীয়। যোগাযোগ : ০১৮১৫৫৫৩৩২২	[408, 595, 480, 617]
story-paragraph: স্থানীয়রা জানান, ভোরে নামাজ পড়তে এসে মুসল্লিরা তাকে রক্তাক্ত অবস্থায় পড়ে থাকতে দেখেন। এ ঘটনায় মামলা দায়ের করা হয়েছে।	[413, 125, 551, 147]
ad-item: চাকরি : অফিস সহকারী আবশ্যক, বেতন আকর্ষণীয়। যোগাযোগ : ০১৮১৫৫৫৩৩২২	[117, 116, 215, 130]
ad-item: ফ্ল্যাট বিক্রি : উত্তরা ১১ নং সেক্টরে রেডি ফ্ল্যাট। মূল্য আলোচনা সাপেক্ষে। ফোন : ০১৯১২৩৪৫৬৭৮	[117, 353, 215, 375]
ad-item: চাকরি : অফিস সহকারী আবশ্যক, বেতন আকর্ষণীয়। যোগাযোগ : ০১৮১৫৫৫৩৩২২	[314, 768, 404, 783]
